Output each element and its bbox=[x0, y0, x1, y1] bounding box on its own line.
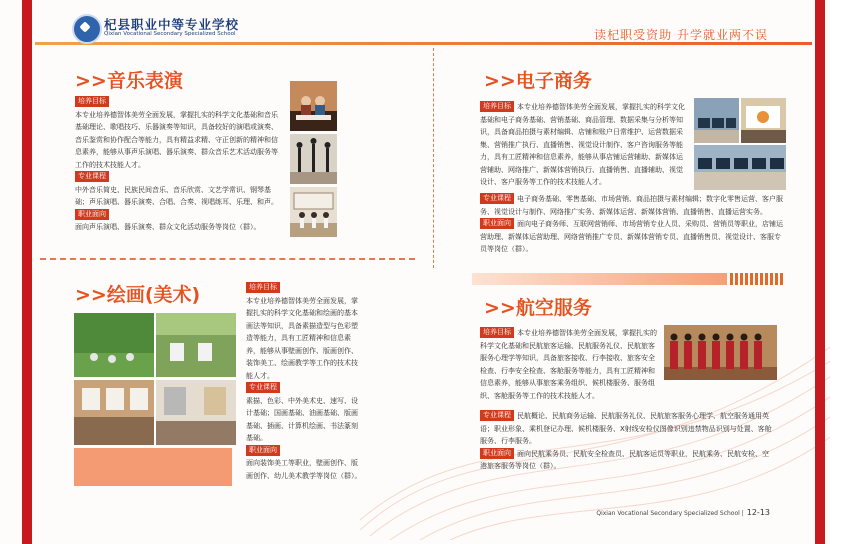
page-numbers: 12-13 bbox=[746, 508, 770, 517]
ecommerce-title: >>电子商务 bbox=[484, 70, 592, 92]
slogan: 读杞职受资助 升学就业两不误 bbox=[594, 28, 768, 42]
music-photo-piano bbox=[290, 81, 337, 131]
music-goal-text: 本专业培养德智体美劳全面发展，掌握扎实的科学文化基础和音乐基础理论、歌唱技巧、乐器演奏等知识，具备较好的演唱或演奏、音乐鉴赏和协作配合等能力，具有精益求精、守正创新的精神和信息素养，能够从事声乐演唱、器乐演奏、群众音乐艺术活动服务等工作的技术技能人才。 bbox=[75, 110, 278, 169]
music-career-tag: 职业面向 bbox=[75, 209, 109, 220]
aviation-goal-tag: 培养目标 bbox=[480, 327, 514, 338]
section-accent-stripes bbox=[730, 273, 783, 285]
school-name-english: Qixian Vocational Secondary Specialized School bbox=[104, 31, 236, 37]
music-text bbox=[75, 96, 283, 234]
aviation-photo-crew bbox=[664, 325, 777, 380]
music-course-text: 中外音乐简史、民族民间音乐、音乐欣赏、文艺学常识、钢琴基础；声乐演唱、器乐演奏、合唱、合奏、视唱练耳、乐理、和声。 bbox=[75, 185, 278, 206]
footer-school-name: Qixian Vocational Secondary Specialized School bbox=[596, 510, 740, 517]
music-career-text: 面向声乐演唱、器乐演奏、群众文化活动服务等岗位（群）。 bbox=[75, 223, 261, 231]
music-goal-tag: 培养目标 bbox=[75, 96, 109, 107]
ecommerce-text-lower bbox=[480, 193, 786, 256]
column-divider bbox=[433, 48, 434, 268]
ecommerce-course-text: 电子商务基础、零售基础、市场营销、商品拍摄与素材编辑；数字化零售运营、客户服务、视觉设计与制作、网络推广实务、新媒体运营、新媒体营销、直播销售、直播运营实务。 bbox=[480, 195, 783, 216]
music-photo-dance bbox=[290, 134, 337, 184]
page-footer: Qixian Vocational Secondary Specialized School | 12-13 bbox=[596, 508, 770, 517]
ecommerce-career-text: 面向电子商务师、互联网营销师、市场营销专业人员、采购员、营销员等职业，店铺运营助理、新媒体运营助理、网络营销推广专员、新媒体营销专员、直播销售员、视觉设计、客服专员等岗位（群）。 bbox=[480, 220, 783, 253]
painting-career-text: 面向装饰美工等职业，壁画创作、版画创作、幼儿美术教学等岗位（群）。 bbox=[246, 459, 362, 480]
aviation-career-text: 面向民航乘务员、民航安全检查员、民航客运员等职业，民航乘务、民航安检、空港旅客服务等岗位（群）。 bbox=[480, 449, 769, 470]
aviation-course-tag: 专业课程 bbox=[480, 410, 514, 421]
painting-text bbox=[246, 282, 364, 482]
music-photo-rehearsal bbox=[290, 187, 337, 237]
ecommerce-course-tag: 专业课程 bbox=[480, 193, 514, 204]
music-course-tag: 专业课程 bbox=[75, 171, 109, 182]
aviation-title: >>航空服务 bbox=[484, 297, 592, 319]
ecommerce-goal-tag: 培养目标 bbox=[480, 101, 514, 112]
aviation-text-upper bbox=[480, 327, 661, 402]
aviation-goal-text: 本专业培养德智体美劳全面发展，掌握扎实的科学文化基础和民航旅客运输、民航服务礼仪、民航旅客服务心理学等知识，具备旅客接收、行李接收、旅客安全检查、行李安全检查、客舱服务等能力，具有工匠精神和信息素养，能够从事旅客乘务组织、候机楼服务、服务组织、客舱服务等工作的技术技能人才。 bbox=[480, 329, 657, 400]
painting-course-text: 素描、色彩、中外美术史、速写、设计基础；国画基础、油画基础、版画基础、插画、计算机绘画、书法篆刻基础。 bbox=[246, 396, 358, 442]
painting-course-tag: 专业课程 bbox=[246, 382, 280, 393]
painting-photo-collage bbox=[74, 313, 236, 445]
painting-accent-block bbox=[74, 448, 232, 486]
painting-goal-tag: 培养目标 bbox=[246, 282, 280, 293]
school-logo-icon bbox=[72, 14, 102, 44]
aviation-course-text: 民航概论、民航商务运输、民航服务礼仪、民航旅客服务心理学、航空服务通用英语；职业形象、乘机登记办理、候机楼服务、X射线安检仪图像识别违禁物品识别与处置、客舱服务、行李服务。 bbox=[480, 412, 772, 445]
section-divider bbox=[40, 258, 415, 260]
ecommerce-photo-collage bbox=[694, 98, 786, 190]
left-red-edge bbox=[22, 0, 32, 544]
ecommerce-text-upper bbox=[480, 101, 689, 189]
painting-career-tag: 职业面向 bbox=[246, 445, 280, 456]
school-name: 杞县职业中等专业学校 bbox=[104, 17, 240, 32]
section-accent-bar bbox=[472, 273, 727, 285]
aviation-text-lower bbox=[480, 410, 772, 473]
painting-title: >>绘画(美术) bbox=[75, 284, 201, 306]
painting-goal-text: 本专业培养德智体美劳全面发展，掌握扎实的科学文化基础和绘画的基本画法等知识，具备素描造型与色彩塑造等能力，具有工匠精神和信息素养，能够从事壁画创作、版画创作、装饰美工、绘画教学等工作的技术技能人才。 bbox=[246, 296, 358, 380]
music-title: >>音乐表演 bbox=[75, 70, 183, 92]
aviation-career-tag: 职业面向 bbox=[480, 448, 514, 459]
right-red-edge bbox=[815, 0, 825, 544]
ecommerce-career-tag: 职业面向 bbox=[480, 218, 514, 229]
ecommerce-goal-text: 本专业培养德智体美劳全面发展，掌握扎实的科学文化基础和电子商务基础、营销基础、商品管理、数据采集与分析等知识，具备商品拍摄与素材编辑、店铺和账户日常维护、运营数据采集、营销推广执行、直播销售、视觉设计制作、客户咨询服务等能力，具有工匠精神和信息素养，能够从事店铺运营辅助、新媒体运营辅助、网络推广、新媒体营销执行、直播销售、直播辅助、视觉设计、客户服务等工作的技术技能人才。 bbox=[480, 103, 685, 186]
